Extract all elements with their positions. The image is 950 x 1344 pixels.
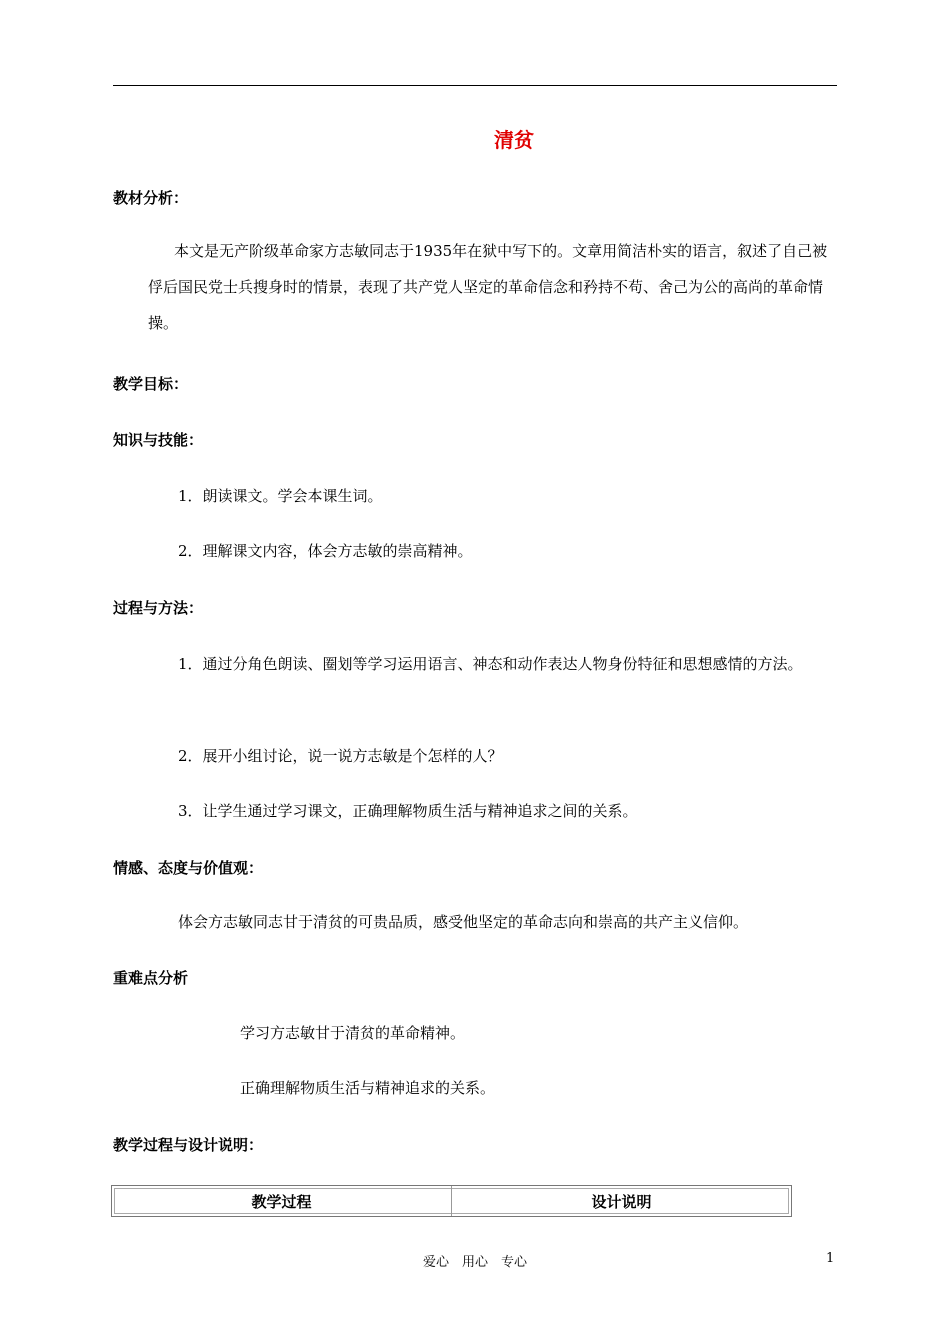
goals-heading: 教学目标：	[113, 375, 189, 393]
knowledge-item-1: 1．朗读课文。学会本课生词。	[178, 487, 383, 505]
header-rule	[113, 85, 837, 86]
process-heading: 过程与方法：	[113, 599, 204, 617]
process-item-2: 2．展开小组讨论，说一说方志敏是个怎样的人？	[178, 747, 503, 765]
key-item-2: 正确理解物质生活与精神追求的关系。	[240, 1079, 496, 1097]
analysis-heading: 教材分析：	[113, 189, 189, 207]
key-item-1: 学习方志敏甘于清贫的革命精神。	[240, 1024, 466, 1042]
key-heading: 重难点分析	[113, 969, 189, 987]
table-header-notes: 设计说明	[591, 1192, 652, 1211]
knowledge-heading: 知识与技能：	[113, 431, 204, 449]
teaching-table	[111, 1185, 792, 1217]
emotion-text: 体会方志敏同志甘于清贫的可贵品质，感受他坚定的革命志向和崇高的共产主义信仰。	[178, 913, 749, 931]
page-number: 1	[826, 1251, 835, 1266]
process-item-3: 3．让学生通过学习课文，正确理解物质生活与精神追求之间的关系。	[178, 802, 638, 820]
teaching-heading: 教学过程与设计说明：	[113, 1136, 264, 1154]
footer-text: 爱心 用心 专心	[422, 1255, 527, 1270]
process-item-1: 1．通过分角色朗读、圈划等学习运用语言、神态和动作表达人物身份特征和思想感情的方法。	[178, 655, 803, 673]
analysis-text: 本文是无产阶级革命家方志敏同志于1935年在狱中写下的。文章用简洁朴实的语言，叙述了自己被俘后国民党士兵搜身时的情景，表现了共产党人坚定的革命信念和矜持不苟、舍己为公的高尚的革命情操。	[148, 242, 828, 332]
emotion-heading: 情感、态度与价值观：	[113, 859, 264, 877]
page-title: 清贫	[494, 128, 534, 152]
table-header-process: 教学过程	[112, 1186, 452, 1216]
knowledge-item-2: 2．理解课文内容，体会方志敏的崇高精神。	[178, 542, 473, 560]
